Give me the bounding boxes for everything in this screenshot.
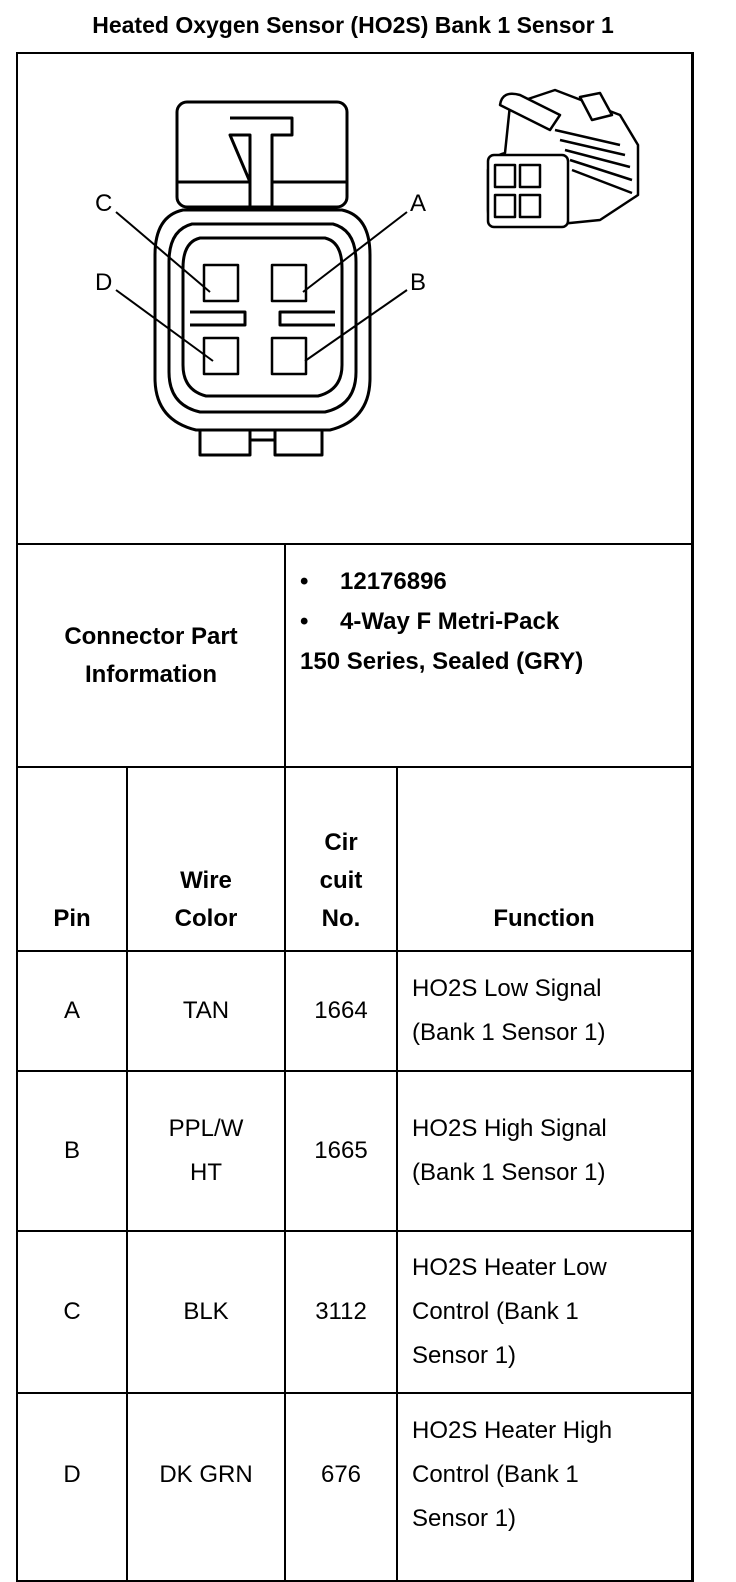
row-c-pin: C [63, 1298, 81, 1325]
row-d-circuit: 676 [320, 1461, 362, 1488]
pin-label-b: B [410, 269, 427, 296]
row-d-function: HO2S Heater High Control (Bank 1 Sensor 1) [412, 1417, 613, 1532]
row-c-circuit: 3112 [315, 1298, 367, 1325]
row-a-function: HO2S Low Signal (Bank 1 Sensor 1) [412, 975, 606, 1046]
connector-type: 4-Way F Metri-Pack [340, 608, 560, 635]
row-a-circuit: 1664 [314, 997, 368, 1024]
connector-info-details [300, 562, 690, 682]
row-d-wire-color: DK GRN [159, 1461, 253, 1488]
part-number: 12176896 [340, 568, 447, 595]
row-b-circuit: 1665 [314, 1137, 368, 1164]
pin-label-c: C [95, 190, 113, 217]
row-d-pin: D [63, 1461, 81, 1488]
pin-label-a: A [410, 190, 427, 217]
row-b-function: HO2S High Signal (Bank 1 Sensor 1) [412, 1115, 607, 1186]
connector-type-item: • 4-Way F Metri-Pack [300, 608, 560, 635]
connector-series: 150 Series, Sealed (GRY) [300, 648, 584, 675]
row-c-wire-color: BLK [183, 1298, 229, 1325]
row-a-wire-color: TAN [182, 997, 230, 1024]
row-b-wire-color: PPL/W HT [168, 1115, 244, 1186]
part-number-item: • 12176896 [300, 568, 447, 595]
row-b-pin: B [63, 1137, 80, 1164]
header-circuit-no: Cir cuit No. [319, 829, 363, 932]
header-pin: Pin [53, 905, 91, 932]
connector-3d-image [480, 85, 650, 235]
connector-info-label: Connector Part Information [64, 622, 238, 688]
header-wire-color: Wire Color [174, 867, 238, 932]
page-title: Heated Oxygen Sensor (HO2S) Bank 1 Sensor 1 [92, 12, 614, 38]
row-c-function: HO2S Heater Low Control (Bank 1 Sensor 1) [412, 1254, 607, 1369]
header-function: Function [493, 905, 595, 932]
row-a-pin: A [63, 997, 80, 1024]
pin-label-d: D [95, 269, 113, 296]
